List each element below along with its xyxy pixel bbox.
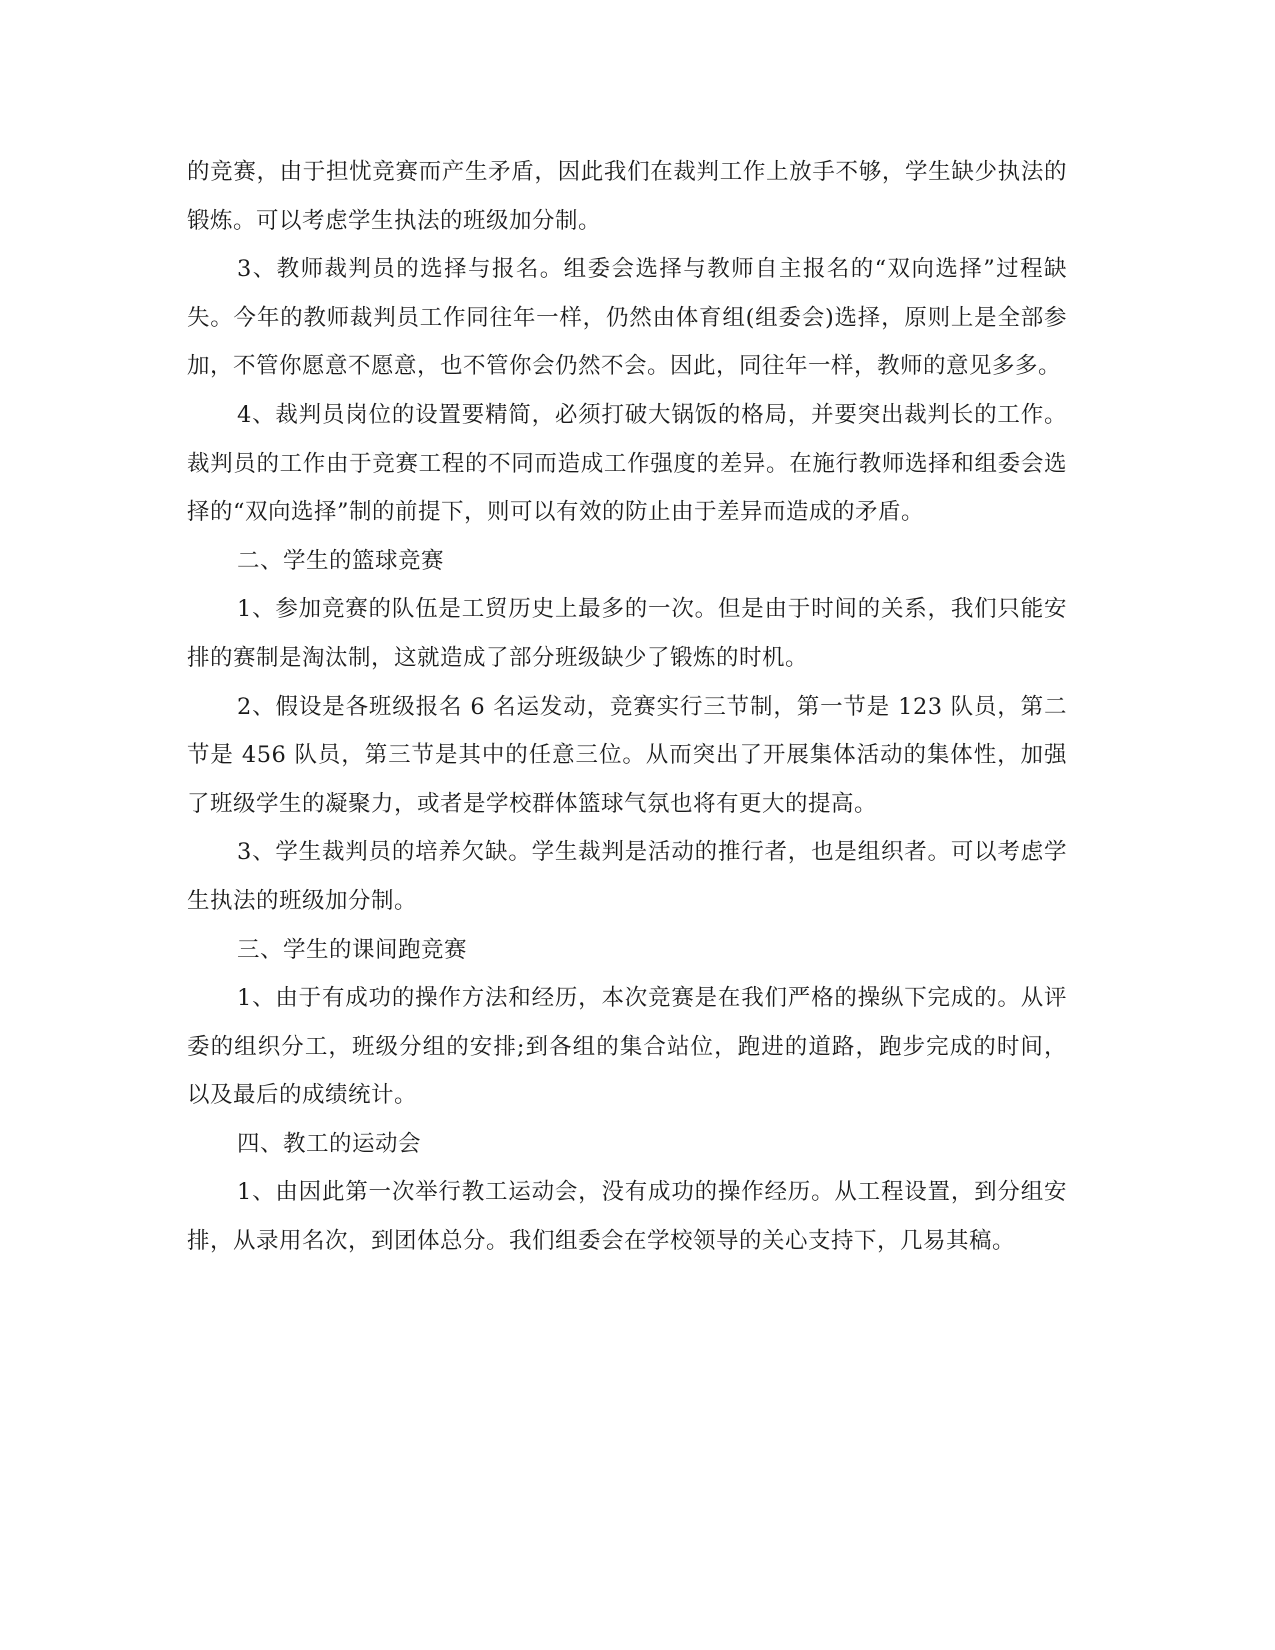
paragraph-basketball-format: 2、假设是各班级报名 6 名运发动，竞赛实行三节制，第一节是 123 队员，第二节是 456 队员，第三节是其中的任意三位。从而突出了开展集体活动的集体性，加强了班级学生的凝聚力，或者是学校群体篮球气氛也将有更大的提高。 [187,693,1067,817]
paragraph-running-competition: 1、由于有成功的操作方法和经历，本次竞赛是在我们严格的操纵下完成的。从评委的组织分工，班级分组的安排;到各组的集合站位，跑进的道路，跑步完成的时间，以及最后的成绩统计。 [187,985,1067,1109]
paragraph-staff-games: 1、由因此第一次举行教工运动会，没有成功的操作经历。从工程设置，到分组安排，从录用名次，到团体总分。我们组委会在学校领导的关心支持下，几易其稿。 [187,1179,1067,1255]
section-heading-basketball: 二、学生的篮球竞赛 [237,547,445,574]
paragraph-continuation: 的竞赛，由于担忧竞赛而产生矛盾，因此我们在裁判工作上放手不够，学生缺少执法的锻炼。可以考虑学生执法的班级加分制。 [187,159,1067,234]
document-body [187,148,1067,1266]
section-heading-staff-games: 四、教工的运动会 [237,1130,422,1157]
paragraph-teacher-referee-selection: 3、教师裁判员的选择与报名。组委会选择与教师自主报名的“双向选择”过程缺失。今年的教师裁判员工作同往年一样，仍然由体育组(组委会)选择，原则上是全部参加，不管你愿意不愿意，也不管你会仍然不会。因此，同往年一样，教师的意见多多。 [187,256,1067,380]
paragraph-referee-positions: 4、裁判员岗位的设置要精简，必须打破大锅饭的格局，并要突出裁判长的工作。裁判员的工作由于竞赛工程的不同而造成工作强度的差异。在施行教师选择和组委会选择的“双向选择”制的前提下，则可以有效的防止由于差异而造成的矛盾。 [187,401,1067,526]
section-heading-running: 三、学生的课间跑竞赛 [237,936,468,963]
paragraph-student-referees: 3、学生裁判员的培养欠缺。学生裁判是活动的推行者，也是组织者。可以考虑学生执法的班级加分制。 [187,839,1067,914]
paragraph-basketball-teams: 1、参加竞赛的队伍是工贸历史上最多的一次。但是由于时间的关系，我们只能安排的赛制是淘汰制，这就造成了部分班级缺少了锻炼的时机。 [187,596,1067,671]
